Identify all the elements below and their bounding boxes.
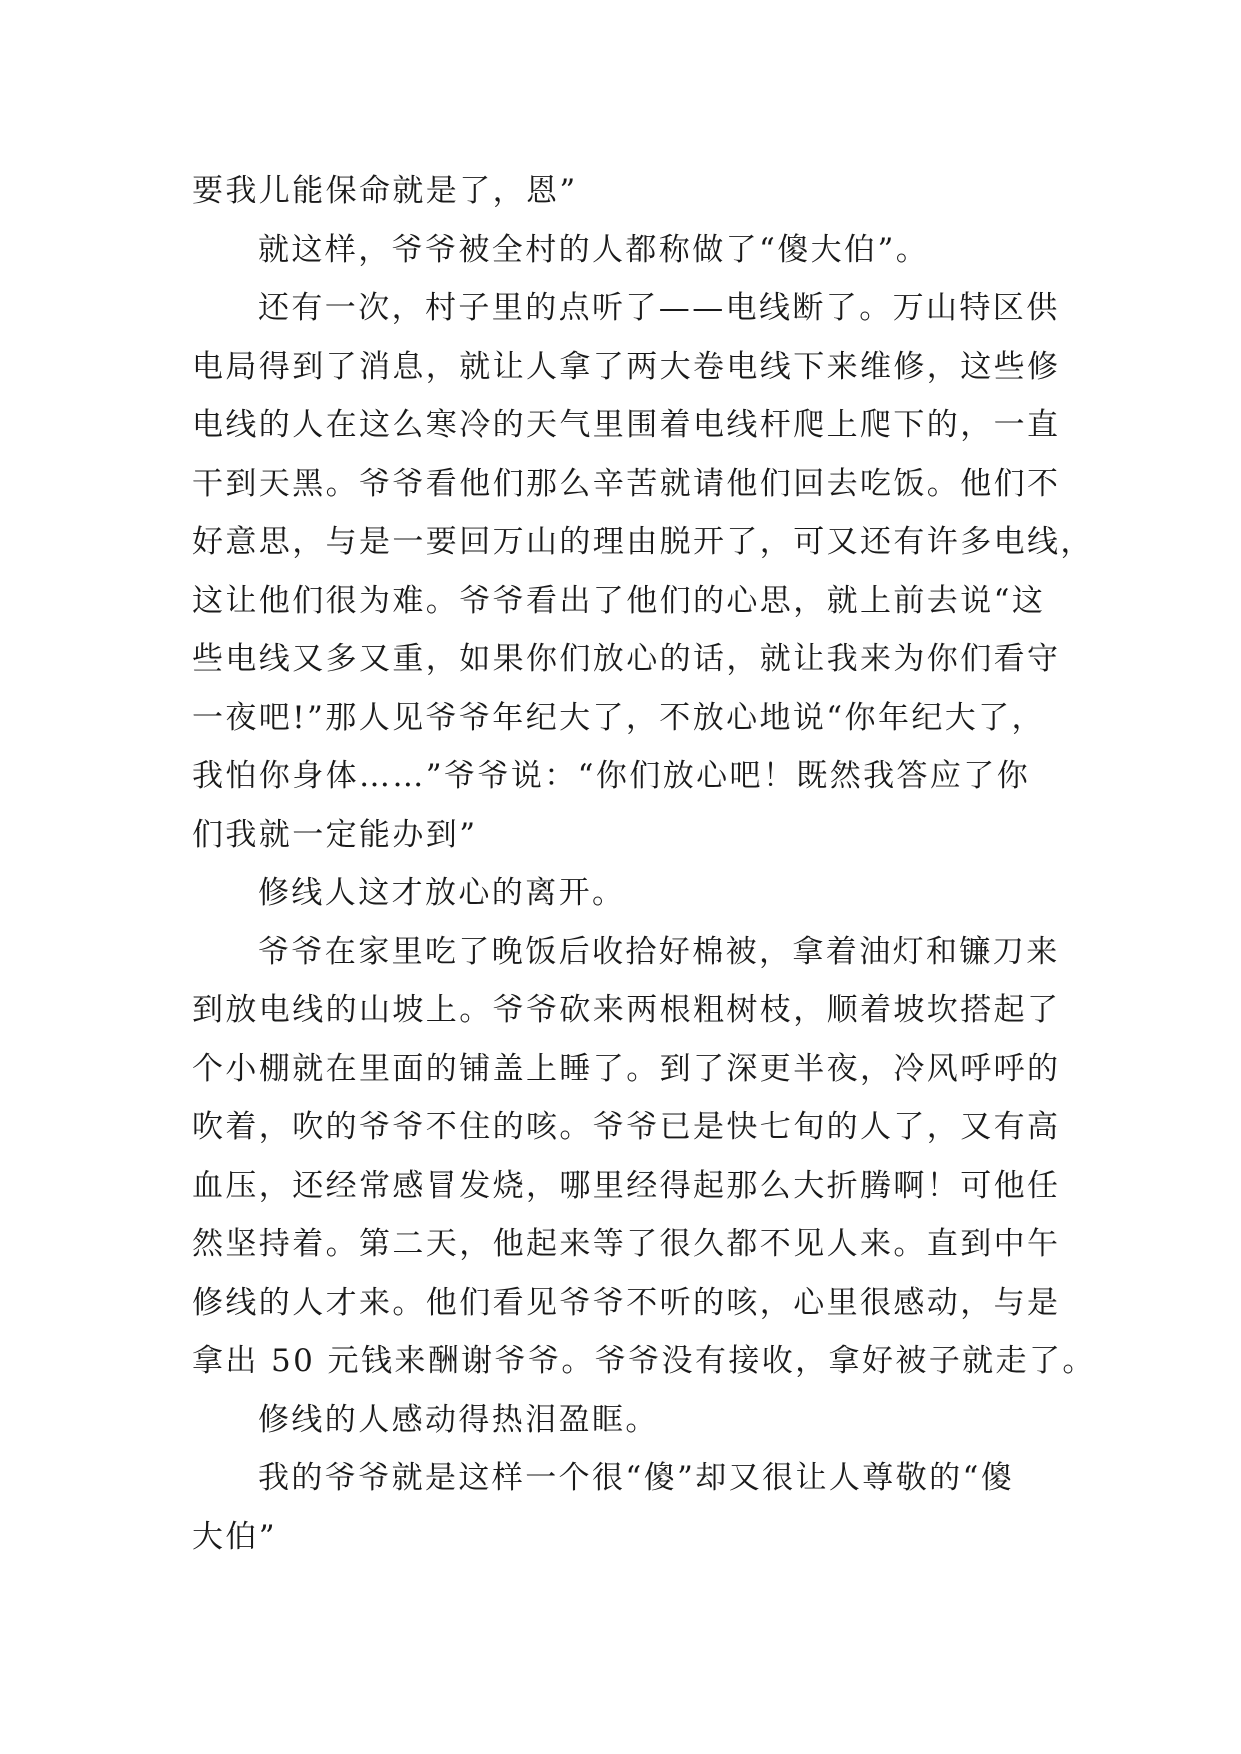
text-line: 好意思，与是一要回万山的理由脱开了，可又还有许多电线， <box>192 524 1094 560</box>
text-line: 拿出 50 元钱来酬谢爷爷。爷爷没有接收，拿好被子就走了。 <box>192 1343 1096 1379</box>
text-line: 一夜吧!”那人见爷爷年纪大了，不放心地说“你年纪大了， <box>192 699 1045 736</box>
text-line: 大伯” <box>192 1518 278 1555</box>
text-line: 我怕你身体……”爷爷说：“你们放心吧！既然我答应了你 <box>192 758 1031 794</box>
text-line: 血压，还经常感冒发烧，哪里经得起那么大折腾啊！可他任 <box>192 1167 1061 1204</box>
text-line: 爷爷在家里吃了晚饭后收拾好棉被，拿着油灯和镰刀来 <box>258 933 1060 970</box>
text-line: 然坚持着。第二天，他起来等了很久都不见人来。直到中午 <box>192 1226 1061 1262</box>
text-line: 电线的人在这么寒冷的天气里围着电线杆爬上爬下的，一直 <box>192 407 1061 443</box>
text-line: 些电线又多又重，如果你们放心的话，就让我来为你们看守 <box>192 641 1061 677</box>
text-line: 还有一次，村子里的点听了——电线断了。万山特区供 <box>258 290 1060 326</box>
text-line: 我的爷爷就是这样一个很“傻”却又很让人尊敬的“傻 <box>258 1460 1015 1496</box>
text-line: 干到天黑。爷爷看他们那么辛苦就请他们回去吃饭。他们不 <box>192 465 1061 502</box>
text-line: 就这样，爷爷被全村的人都称做了“傻大伯”。 <box>258 231 930 268</box>
text-line: 这让他们很为难。爷爷看出了他们的心思，就上前去说“这 <box>192 582 1046 619</box>
text-line: 修线的人才来。他们看见爷爷不听的咳，心里很感动，与是 <box>192 1284 1061 1321</box>
text-line: 吹着，吹的爷爷不住的咳。爷爷已是快七旬的人了，又有高 <box>192 1109 1061 1145</box>
text-line: 们我就一定能办到” <box>192 816 478 853</box>
text-line: 电局得到了消息，就让人拿了两大卷电线下来维修，这些修 <box>192 348 1061 385</box>
text-line: 要我儿能保命就是了，恩” <box>192 173 578 209</box>
body-text <box>192 162 1096 1566</box>
text-line: 到放电线的山坡上。爷爷砍来两根粗树枝，顺着坡坎搭起了 <box>192 992 1061 1028</box>
text-line: 修线的人感动得热泪盈眶。 <box>258 1401 659 1438</box>
text-line: 修线人这才放心的离开。 <box>258 875 626 911</box>
text-line: 个小棚就在里面的铺盖上睡了。到了深更半夜，冷风呼呼的 <box>192 1050 1061 1087</box>
